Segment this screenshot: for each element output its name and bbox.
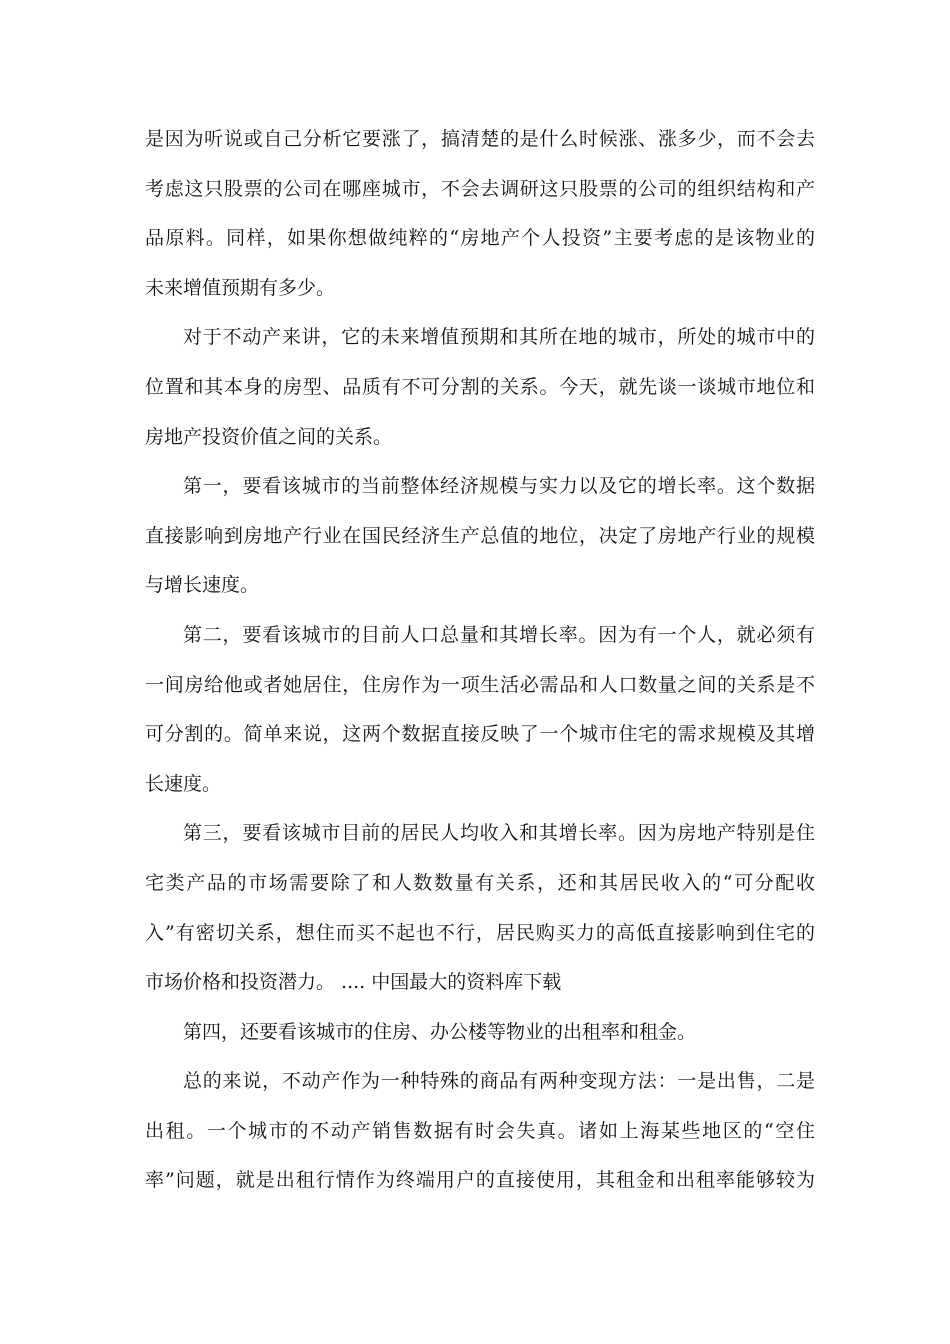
text-line: 率”问题，就是出租行情作为终端用户的直接使用，其租金和出租率能够较为 (145, 1169, 815, 1192)
text-line: 可分割的。简单来说，这两个数据直接反映了一个城市住宅的需求规模及其增 (145, 723, 815, 746)
text-line: 未来增值预期有多少。 (145, 276, 336, 299)
text-line: 长速度。 (145, 772, 222, 795)
text-line: 品原料。同样，如果你想做纯粹的“房地产个人投资”主要考虑的是该物业的 (145, 227, 815, 250)
text-line: 对于不动产来讲，它的未来增值预期和其所在地的城市，所处的城市中的 (183, 326, 815, 349)
text-line: 出租。一个城市的不动产销售数据有时会失真。诸如上海某些地区的“空住 (145, 1119, 815, 1142)
paragraph (145, 1014, 815, 1064)
text-line: 是因为听说或自己分析它要涨了，搞清楚的是什么时候涨、涨多少，而不会去 (145, 128, 815, 150)
text-line: 第二，要看该城市的目前人口总量和其增长率。因为有一个人，就必须有 (183, 623, 815, 646)
text-line: 市场价格和投资潜力。 .... 中国最大的资料库下载 (145, 971, 562, 994)
text-line: 第一，要看该城市的当前整体经济规模与实力以及它的增长率。这个数据 (183, 475, 815, 498)
text-line: 位置和其本身的房型、品质有不可分割的关系。今天，就先谈一谈城市地位和 (145, 375, 815, 398)
paragraph (145, 815, 815, 1013)
text-line: 考虑这只股票的公司在哪座城市，不会去调研这只股票的公司的组织结构和产 (145, 177, 815, 200)
paragraph (145, 468, 815, 617)
document-body (145, 121, 815, 1212)
text-line: 直接影响到房地产行业在国民经济生产总值的地位，决定了房地产行业的规模 (145, 524, 815, 547)
text-line: 房地产投资价值之间的关系。 (145, 425, 393, 448)
text-line: 总的来说，不动产作为一种特殊的商品有两种变现方法：一是出售，二是 (183, 1070, 815, 1093)
text-line: 第四，还要看该城市的住房、办公楼等物业的出租率和租金。 (183, 1020, 697, 1043)
paragraph (145, 121, 815, 319)
text-line: 宅类产品的市场需要除了和人数数量有关系，还和其居民收入的“可分配收 (145, 871, 815, 894)
text-line: 一间房给他或者她居住，住房作为一项生活必需品和人口数量之间的关系是不 (145, 673, 815, 696)
text-line: 入”有密切关系，想住而买不起也不行，居民购买力的高低直接影响到住宅的 (145, 921, 815, 944)
text-line: 第三，要看该城市目前的居民人均收入和其增长率。因为房地产特别是住 (183, 822, 815, 845)
text-line: 与增长速度。 (145, 574, 260, 597)
paragraph (145, 617, 815, 815)
paragraph (145, 319, 815, 468)
paragraph (145, 1063, 815, 1212)
